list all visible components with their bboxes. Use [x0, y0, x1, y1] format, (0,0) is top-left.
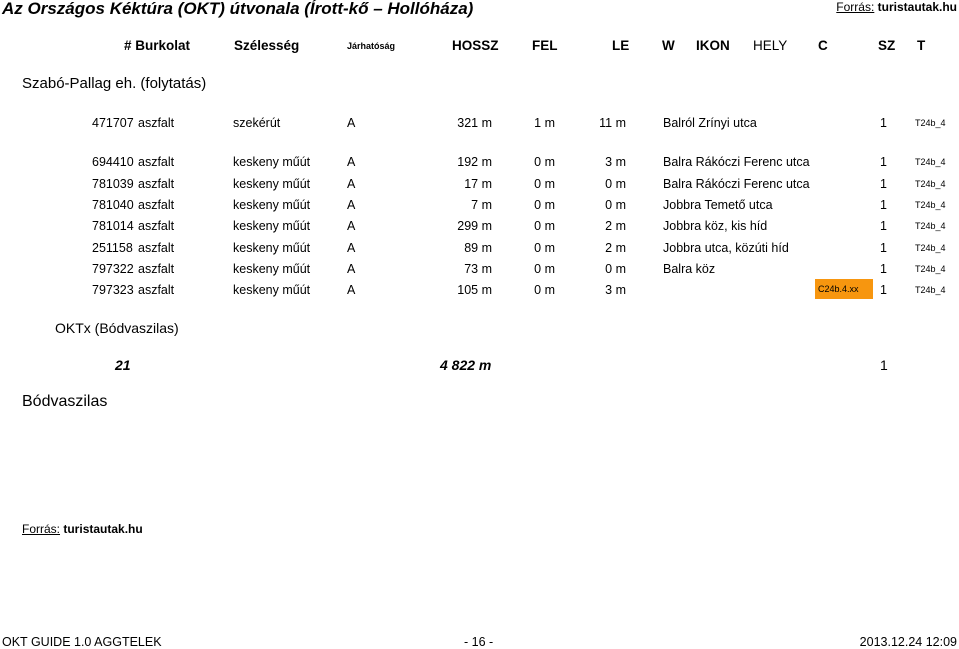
row-sz: 1 [880, 219, 887, 233]
page-title: Az Országos Kéktúra (OKT) útvonala (Írott-kő – Hollóháza) [2, 0, 474, 18]
row-le: 3 m [605, 155, 626, 169]
row-fel: 0 m [534, 198, 555, 212]
row-t: T24b_4 [915, 200, 946, 210]
table-row [0, 177, 959, 197]
header-ikon: IKON [696, 38, 730, 53]
row-burkolat: aszfalt [138, 283, 175, 297]
source-link[interactable]: turistautak.hu [877, 0, 957, 14]
row-jarhatosag: A [347, 155, 356, 169]
row-t: T24b_4 [915, 285, 946, 295]
row-c: C24b.4.xx [815, 279, 873, 299]
row-id: 781039 [92, 177, 134, 191]
source-label: Forrás: [22, 522, 61, 536]
row-hossz: 192 m [457, 155, 492, 169]
row-le: 2 m [605, 241, 626, 255]
row-id: 781040 [92, 198, 134, 212]
row-fel: 0 m [534, 155, 555, 169]
row-w: Jobbra utca, közúti híd [663, 241, 789, 255]
row-sz: 1 [880, 262, 887, 276]
row-szelesseg: keskeny műút [233, 262, 311, 276]
row-t: T24b_4 [915, 157, 946, 167]
row-burkolat: aszfalt [138, 241, 175, 255]
row-w: Balról Zrínyi utca [663, 116, 757, 130]
summary-sz: 1 [880, 357, 888, 373]
row-jarhatosag: A [347, 241, 356, 255]
header-fel: FEL [532, 38, 558, 53]
row-id: 251158 [92, 241, 133, 255]
row-id: 471707 [92, 116, 134, 130]
table-row [0, 219, 959, 239]
table-row [0, 198, 959, 218]
row-jarhatosag: A [347, 198, 356, 212]
section-title: Szabó-Pallag eh. (folytatás) [22, 75, 207, 92]
header-hossz: HOSSZ [452, 38, 499, 53]
row-jarhatosag: A [347, 116, 356, 130]
next-section-title: Bódvaszilas [22, 393, 108, 410]
row-t: T24b_4 [915, 243, 946, 253]
header-le: LE [612, 38, 630, 53]
source-top [836, 0, 957, 14]
row-t: T24b_4 [915, 221, 946, 231]
row-jarhatosag: A [347, 219, 356, 233]
row-fel: 0 m [534, 219, 555, 233]
footer-page: - 16 - [464, 635, 494, 649]
row-szelesseg: szekérút [233, 116, 281, 130]
row-le: 0 m [605, 177, 626, 191]
row-fel: 0 m [534, 177, 555, 191]
subsection-title: OKTx (Bódvaszilas) [55, 320, 179, 336]
header-szelesseg: Szélesség [234, 38, 300, 53]
row-hossz: 299 m [457, 219, 492, 233]
table-row [0, 241, 959, 261]
row-fel: 0 m [534, 262, 555, 276]
row-sz: 1 [880, 283, 887, 297]
row-hossz: 17 m [464, 177, 492, 191]
summary-length: 4 822 m [440, 357, 492, 373]
row-szelesseg: keskeny műút [233, 177, 311, 191]
row-hossz: 321 m [457, 116, 492, 130]
row-szelesseg: keskeny műút [233, 241, 311, 255]
row-le: 0 m [605, 262, 626, 276]
row-id: 694410 [92, 155, 134, 169]
header-sz: SZ [878, 38, 896, 53]
row-szelesseg: keskeny műút [233, 155, 311, 169]
row-w: Balra Rákóczi Ferenc utca [663, 177, 810, 191]
row-le: 0 m [605, 198, 626, 212]
table-row [0, 116, 959, 136]
row-burkolat: aszfalt [138, 219, 175, 233]
row-szelesseg: keskeny műút [233, 219, 311, 233]
row-id: 797323 [92, 283, 134, 297]
row-jarhatosag: A [347, 262, 356, 276]
header-jarhatosag: Járhatóság [347, 41, 396, 51]
row-t: T24b_4 [915, 118, 946, 128]
summary-count: 21 [115, 357, 131, 373]
row-hossz: 7 m [471, 198, 492, 212]
row-w: Jobbra köz, kis híd [663, 219, 768, 233]
row-sz: 1 [880, 155, 887, 169]
row-id: 781014 [92, 219, 134, 233]
row-burkolat: aszfalt [138, 198, 175, 212]
header-w: W [662, 38, 675, 53]
row-sz: 1 [880, 177, 887, 191]
row-w: Balra köz [663, 262, 716, 276]
row-hossz: 105 m [457, 283, 492, 297]
source-bottom [22, 522, 143, 536]
table-row [0, 283, 959, 303]
row-burkolat: aszfalt [138, 155, 175, 169]
row-t: T24b_4 [915, 179, 946, 189]
header-burkolat: # Burkolat [124, 38, 191, 53]
row-sz: 1 [880, 116, 887, 130]
row-le: 3 m [605, 283, 626, 297]
row-szelesseg: keskeny műút [233, 198, 311, 212]
row-sz: 1 [880, 198, 887, 212]
footer-date: 2013.12.24 12:09 [859, 635, 957, 649]
table-row [0, 155, 959, 175]
row-id: 797322 [92, 262, 134, 276]
row-fel: 1 m [534, 116, 555, 130]
row-le: 2 m [605, 219, 626, 233]
row-burkolat: aszfalt [138, 116, 175, 130]
row-t: T24b_4 [915, 264, 946, 274]
row-sz: 1 [880, 241, 887, 255]
row-jarhatosag: A [347, 283, 356, 297]
row-hossz: 73 m [464, 262, 492, 276]
row-burkolat: aszfalt [138, 177, 175, 191]
header-c: C [818, 38, 828, 53]
row-jarhatosag: A [347, 177, 356, 191]
header-t: T [917, 38, 926, 53]
source-label: Forrás: [836, 0, 875, 14]
row-hossz: 89 m [464, 241, 492, 255]
row-fel: 0 m [534, 283, 555, 297]
source-link[interactable]: turistautak.hu [63, 522, 143, 536]
row-burkolat: aszfalt [138, 262, 175, 276]
row-fel: 0 m [534, 241, 555, 255]
row-w: Jobbra Temető utca [663, 198, 773, 212]
header-hely: HELY [753, 38, 788, 53]
row-w: Balra Rákóczi Ferenc utca [663, 155, 810, 169]
row-szelesseg: keskeny műút [233, 283, 311, 297]
row-le: 11 m [599, 116, 626, 130]
footer-left: OKT GUIDE 1.0 AGGTELEK [2, 635, 162, 649]
